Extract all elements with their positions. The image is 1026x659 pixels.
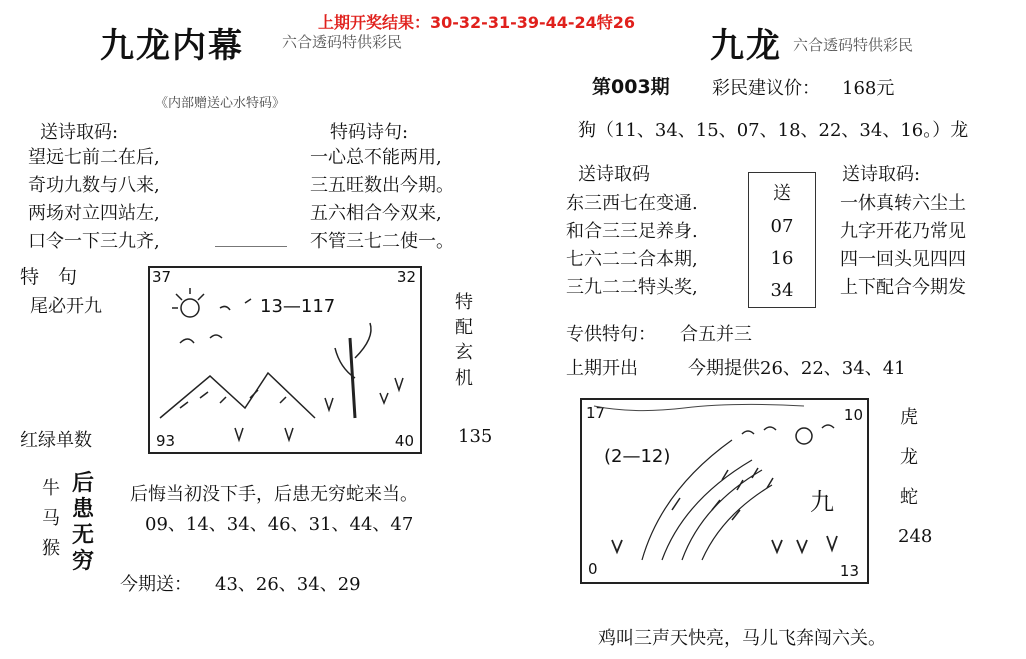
poem-line: 三五旺数出今期。 — [310, 175, 454, 196]
special-label: 专供特句： — [566, 324, 656, 345]
right-vertical-value: 248 — [898, 526, 933, 547]
left-poem-left-header: 送诗取码: — [40, 122, 119, 143]
special-sentence: 尾必开九 — [30, 296, 102, 317]
price-value: 168元 — [842, 78, 895, 99]
poem-line: 三九二二特头奖, — [566, 277, 698, 298]
poem-line: 九字开花乃常见 — [840, 221, 966, 242]
poem-line: 和合三三足养身. — [566, 221, 698, 242]
hou-huan-block: 后患无穷 — [72, 470, 95, 574]
right-title: 九龙 — [710, 26, 782, 66]
left-numbers: 09、14、34、46、31、44、47 — [145, 514, 414, 535]
last-draw-banner: 上期开奖结果：30-32-31-39-44-24特26 — [318, 13, 636, 32]
poem-line: 望远七前二在后, — [28, 147, 160, 168]
left-vertical-special — [455, 290, 473, 391]
zodiac-char: 猴 — [42, 538, 60, 559]
vertical-char: 蛇 — [900, 487, 918, 508]
poem-line: 奇功九数与八来, — [28, 175, 160, 196]
sketch-text: 13—117 — [260, 296, 336, 317]
right-footer: 鸡叫三声天快亮，马儿飞奔闯六关。 — [598, 628, 886, 649]
poem-line: 四一回头见四四 — [840, 249, 966, 270]
sketch-corner-bl: 93 — [156, 432, 176, 450]
right-poem-right — [840, 190, 966, 302]
send-box-item: 16 — [770, 248, 794, 270]
left-poem-right — [310, 144, 454, 256]
vertical-char: 虎 — [900, 407, 918, 428]
right-poem-left — [566, 190, 698, 302]
send-box — [748, 172, 816, 308]
poem-line: 口令一下三九齐, — [28, 231, 160, 252]
poem-line: 一心总不能两用, — [310, 147, 442, 168]
right-subtitle: 六合透码特供彩民 — [793, 36, 914, 54]
poem-line: 东三西七在变通. — [566, 193, 698, 214]
sketch-corner-tl: 17 — [586, 404, 606, 422]
vertical-char: 机 — [455, 367, 473, 389]
right-sketch — [580, 398, 869, 584]
landscape-drawing — [150, 268, 420, 452]
blank-line — [215, 246, 287, 247]
poem-line: 上下配合今期发 — [840, 277, 966, 298]
left-poem-right-header: 特码诗句: — [330, 122, 409, 143]
sketch-corner-br: 13 — [839, 562, 859, 580]
right-poem-right-header: 送诗取码: — [842, 164, 921, 185]
send-box-item: 07 — [770, 215, 794, 237]
red-green-label: 红绿单数 — [20, 430, 92, 451]
rain-drawing — [582, 400, 867, 582]
dog-dragon-line: 狗（11、34、15、07、18、22、34、16。）龙 — [578, 120, 969, 141]
left-title: 九龙内幕 — [100, 26, 244, 66]
poem-line: 五六相合今双来, — [310, 203, 442, 224]
vertical-char: 配 — [455, 317, 473, 339]
zodiac-char: 马 — [42, 508, 60, 529]
provide-numbers: 今期提供26、22、34、41 — [688, 358, 906, 379]
send-box-item: 送 — [773, 182, 791, 204]
left-subtitle: 六合透码特供彩民 — [282, 33, 403, 51]
sketch-corner-bl: 0 — [588, 560, 598, 578]
zodiac-char: 牛 — [42, 478, 60, 499]
poem-line: 一休真转六尘土 — [840, 193, 966, 214]
today-send-label: 今期送： — [120, 574, 192, 595]
left-note: 《内部赠送心水特码》 — [155, 96, 286, 111]
sketch-corner-tr: 10 — [843, 406, 863, 424]
left-poem-left — [28, 144, 160, 256]
vertical-char: 龙 — [900, 447, 918, 468]
zodiac-column — [42, 474, 60, 564]
sketch-corner-br: 40 — [394, 432, 414, 450]
right-poem-left-header: 送诗取码 — [578, 164, 650, 185]
sketch-text: (2—12) — [604, 446, 671, 467]
vertical-char: 玄 — [455, 342, 473, 364]
poem-line: 两场对立四站左, — [28, 203, 160, 224]
special-value: 合五并三 — [680, 324, 752, 345]
red-green-value: 135 — [458, 426, 493, 447]
left-phrase: 后悔当初没下手，后患无穷蛇来当。 — [130, 484, 418, 505]
last-open-label: 上期开出 — [566, 358, 638, 379]
right-vertical-zodiac — [900, 398, 918, 518]
today-send-numbers: 43、26、34、29 — [215, 574, 361, 595]
price-label: 彩民建议价： — [712, 78, 820, 99]
special-sentence-label: 特 句 — [20, 266, 78, 288]
left-sketch — [148, 266, 422, 454]
send-box-item: 34 — [770, 280, 794, 302]
issue-number: 第003期 — [592, 76, 670, 98]
sketch-char: 九 — [810, 488, 834, 516]
poem-line: 七六二二合本期, — [566, 249, 698, 270]
poem-line: 不管三七二使一。 — [310, 231, 454, 252]
sketch-corner-tl: 37 — [152, 268, 172, 286]
vertical-char: 特 — [455, 292, 473, 313]
sketch-corner-tr: 32 — [396, 268, 416, 286]
